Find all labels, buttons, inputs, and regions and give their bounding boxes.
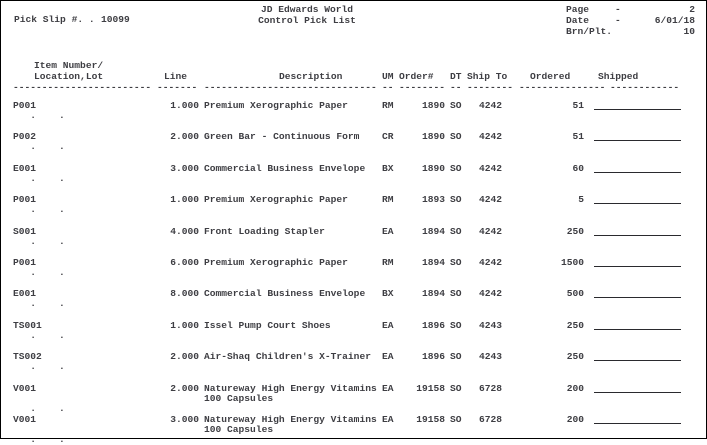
ship-to-value: 6728 (478, 382, 503, 394)
record-line1 (1, 195, 706, 205)
dt-value: SO (450, 100, 462, 111)
shipped-cell (610, 384, 680, 394)
description-line2 (204, 237, 377, 247)
record-line1 (1, 415, 706, 425)
date-row (566, 15, 695, 26)
ship-to-value: 4243 (478, 319, 503, 331)
item-number: V001 (13, 382, 37, 394)
branch-plant-dash (615, 26, 683, 37)
ordered-qty: 500 (566, 288, 584, 300)
item-number: S001 (13, 225, 37, 237)
description: Premium Xerographic Paper (204, 256, 348, 268)
item-number: E001 (13, 162, 37, 174)
record-line2 (1, 362, 706, 372)
um-value: BX (382, 162, 394, 174)
col-ship-to: Ship To (467, 71, 508, 82)
item-number: V001 (13, 413, 37, 425)
record-line2 (1, 205, 706, 215)
ordered-qty: 200 (566, 382, 584, 394)
shipped-cell (610, 195, 680, 205)
record-line3 (1, 341, 706, 351)
shipped-cell (610, 321, 680, 331)
record-line1 (1, 352, 706, 362)
shipped-cell (610, 415, 680, 425)
record-line2 (1, 299, 706, 309)
pick-list-record (1, 258, 706, 288)
page-label: Page (566, 4, 590, 15)
shipped-blank-line (594, 140, 681, 141)
ship-to-value: 4242 (478, 100, 503, 111)
dash-line: ------- (157, 82, 198, 93)
location-lot: . . (13, 235, 65, 247)
date-value: 6/01/18 (654, 15, 695, 26)
location-lot (13, 184, 152, 194)
ordered-qty: 51 (572, 131, 584, 143)
record-line3 (1, 215, 706, 225)
record-line3 (1, 184, 706, 194)
pick-list-record (1, 164, 706, 194)
description: Natureway High Energy Vitamins (204, 413, 377, 425)
col-location-lot: Location,Lot (34, 71, 104, 82)
description-line2 (204, 111, 377, 121)
ordered-qty: 51 (572, 100, 584, 111)
record-line2 (1, 111, 706, 121)
description: Air-Shaq Children's X-Trainer (204, 351, 371, 363)
ship-to-value: 4242 (478, 256, 503, 268)
record-line1 (1, 321, 706, 331)
description: Green Bar - Continuous Form (204, 131, 360, 143)
shipped-cell (610, 352, 680, 362)
dash-shipped: ------------ (610, 82, 680, 93)
dt-value: SO (450, 225, 462, 237)
line-number: 3.000 (170, 162, 199, 174)
report-title: JD Edwards World (260, 4, 354, 15)
page-dash: - (615, 4, 621, 15)
description-line2 (204, 174, 377, 184)
ship-to-value: 4242 (478, 131, 503, 143)
ship-to-value: 4242 (478, 225, 503, 237)
record-line2 (1, 394, 706, 404)
date-label: Date (566, 15, 590, 26)
col-shipped: Shipped (598, 71, 639, 82)
ordered-qty: 250 (566, 319, 584, 331)
pick-slip-header (14, 15, 234, 25)
order-number: 19158 (416, 382, 445, 394)
record-line1 (1, 132, 706, 142)
line-number: 1.000 (170, 100, 199, 111)
item-number: P001 (13, 194, 37, 206)
location-lot (13, 121, 152, 131)
dash-item: ------------------------ (13, 82, 152, 93)
ship-to-value: 4242 (478, 162, 503, 174)
record-line2 (1, 142, 706, 152)
col-um: UM (382, 71, 394, 82)
um-value: EA (382, 351, 394, 363)
dt-value: SO (450, 194, 462, 206)
shipped-blank-line (594, 266, 681, 267)
record-line2 (1, 174, 706, 184)
description-line2: 100 Capsules (204, 392, 274, 404)
um-value: RM (382, 100, 394, 111)
line-number: 2.000 (170, 382, 199, 394)
location-lot: . . (13, 204, 65, 216)
shipped-blank-line (594, 235, 681, 236)
col-item-number: Item Number/ (34, 60, 104, 71)
line-number: 6.000 (170, 256, 199, 268)
shipped-blank-line (594, 109, 681, 110)
record-line3 (1, 372, 706, 382)
order-number: 1890 (421, 100, 445, 111)
location-lot: . . (13, 361, 65, 373)
record-list (1, 101, 706, 445)
um-value: BX (382, 288, 394, 300)
line-number: 1.000 (170, 319, 199, 331)
description-line2 (204, 299, 377, 309)
line-number: 2.000 (170, 131, 199, 143)
line-number: 8.000 (170, 288, 199, 300)
col-ordered: Ordered (530, 71, 571, 82)
description-line2 (204, 268, 377, 278)
report-title-block (212, 4, 402, 26)
ordered-qty: 5 (578, 194, 584, 206)
location-lot (13, 309, 152, 319)
dash-description: ------------------------------ (204, 82, 377, 93)
ordered-qty: 250 (566, 351, 584, 363)
order-number: 1894 (421, 256, 445, 268)
col-dt: DT (450, 71, 462, 82)
item-number: P002 (13, 131, 37, 143)
um-value: RM (382, 256, 394, 268)
shipped-cell (610, 227, 680, 237)
ordered-qty: 250 (566, 225, 584, 237)
dt-value: SO (450, 162, 462, 174)
order-number: 1894 (421, 288, 445, 300)
description: Premium Xerographic Paper (204, 194, 348, 206)
location-lot: . . (13, 110, 65, 121)
shipped-cell (610, 132, 680, 142)
shipped-blank-line (594, 423, 681, 424)
shipped-blank-line (594, 329, 681, 330)
pick-list-record (1, 289, 706, 319)
shipped-blank-line (594, 360, 681, 361)
record-line3 (1, 278, 706, 288)
dt-value: SO (450, 413, 462, 425)
pick-list-record (1, 132, 706, 162)
record-line1 (1, 227, 706, 237)
location-lot: . . (13, 172, 65, 184)
location-lot: . . (13, 433, 65, 445)
record-line1 (1, 289, 706, 299)
page-info-block (566, 4, 695, 37)
description-line2 (204, 362, 377, 372)
dt-value: SO (450, 131, 462, 143)
location-lot: . . (13, 266, 65, 278)
description-line2: 100 Capsules (204, 423, 274, 435)
record-line3 (1, 247, 706, 257)
record-line3 (1, 435, 706, 445)
item-number: TS002 (13, 351, 42, 363)
pick-list-record (1, 195, 706, 225)
record-line2 (1, 425, 706, 435)
location-lot (13, 372, 152, 382)
shipped-cell (610, 258, 680, 268)
ship-to-value: 4242 (478, 194, 503, 206)
pick-list-record (1, 321, 706, 351)
location-lot (13, 341, 152, 351)
description: Natureway High Energy Vitamins (204, 382, 377, 394)
location-lot: . . (13, 402, 65, 414)
ordered-qty: 1500 (560, 256, 584, 268)
ship-to-value: 4243 (478, 351, 503, 363)
dt-value: SO (450, 256, 462, 268)
page-number: 2 (689, 4, 695, 15)
dt-value: SO (450, 288, 462, 300)
ordered-qty: 60 (572, 162, 584, 174)
description: Commercial Business Envelope (204, 288, 366, 300)
branch-plant-row (566, 26, 695, 37)
dash-dt: -- (450, 82, 462, 93)
line-number: 3.000 (170, 413, 199, 425)
dash-um: -- (382, 82, 394, 93)
column-header-line1 (1, 60, 706, 71)
description: Commercial Business Envelope (204, 162, 366, 174)
um-value: EA (382, 382, 394, 394)
pick-list-record (1, 415, 706, 445)
um-value: EA (382, 225, 394, 237)
branch-plant-label: Brn/Plt. (566, 26, 613, 37)
column-header-separator (1, 82, 706, 93)
record-line1 (1, 164, 706, 174)
order-number: 1890 (421, 162, 445, 174)
um-value: CR (382, 131, 394, 143)
pick-slip-number: 10099 (101, 14, 130, 25)
item-number: P001 (13, 100, 37, 111)
item-number: P001 (13, 256, 37, 268)
shipped-blank-line (594, 392, 681, 393)
um-value: RM (382, 194, 394, 206)
item-number: TS001 (13, 319, 42, 331)
col-description: Description (279, 71, 343, 82)
record-line3 (1, 404, 706, 414)
record-line3 (1, 121, 706, 131)
location-lot (13, 215, 152, 225)
order-number: 1896 (421, 351, 445, 363)
shipped-cell (610, 289, 680, 299)
location-lot (13, 152, 152, 162)
shipped-blank-line (594, 297, 681, 298)
description-line2 (204, 142, 377, 152)
location-lot: . . (13, 329, 65, 341)
pick-list-record (1, 227, 706, 257)
order-number: 1894 (421, 225, 445, 237)
order-number: 19158 (416, 413, 445, 425)
record-line3 (1, 309, 706, 319)
pick-slip-label: Pick Slip #. . (14, 14, 95, 25)
line-number: 1.000 (170, 194, 199, 206)
shipped-blank-line (594, 172, 681, 173)
column-headers (1, 60, 706, 93)
dash-order: -------- (399, 82, 446, 93)
description-line2 (204, 205, 377, 215)
location-lot: . . (13, 141, 65, 153)
location-lot: . . (13, 298, 65, 310)
order-number: 1893 (421, 194, 445, 206)
dash-ship-to: -------- (467, 82, 514, 93)
line-number: 4.000 (170, 225, 199, 237)
record-line2 (1, 268, 706, 278)
um-value: EA (382, 413, 394, 425)
dt-value: SO (450, 319, 462, 331)
record-line1 (1, 258, 706, 268)
description: Issel Pump Court Shoes (204, 319, 331, 331)
ship-to-value: 4242 (478, 288, 503, 300)
order-number: 1896 (421, 319, 445, 331)
dash-ordered: --------------- (519, 82, 606, 93)
column-header-line2 (1, 71, 706, 82)
report-subtitle: Control Pick List (258, 15, 356, 26)
record-line2 (1, 237, 706, 247)
shipped-cell (610, 101, 680, 111)
date-dash: - (615, 15, 621, 26)
order-number: 1890 (421, 131, 445, 143)
location-lot (13, 278, 152, 288)
item-number: E001 (13, 288, 37, 300)
record-line3 (1, 152, 706, 162)
pick-list-record (1, 352, 706, 382)
um-value: EA (382, 319, 394, 331)
ordered-qty: 200 (566, 413, 584, 425)
dt-value: SO (450, 351, 462, 363)
description-line2 (204, 331, 377, 341)
record-line2 (1, 331, 706, 341)
ship-to-value: 6728 (478, 413, 503, 425)
line-number: 2.000 (170, 351, 199, 363)
shipped-cell (610, 164, 680, 174)
branch-plant-value: 10 (683, 26, 695, 37)
pick-list-record (1, 101, 706, 131)
page-row (566, 4, 695, 15)
record-line1 (1, 384, 706, 394)
description: Front Loading Stapler (204, 225, 325, 237)
pick-list-record (1, 384, 706, 414)
description: Premium Xerographic Paper (204, 100, 348, 111)
shipped-blank-line (594, 203, 681, 204)
record-line1 (1, 101, 706, 111)
dt-value: SO (450, 382, 462, 394)
col-order: Order# (399, 71, 434, 82)
col-line: Line (164, 71, 188, 82)
location-lot (13, 247, 152, 257)
